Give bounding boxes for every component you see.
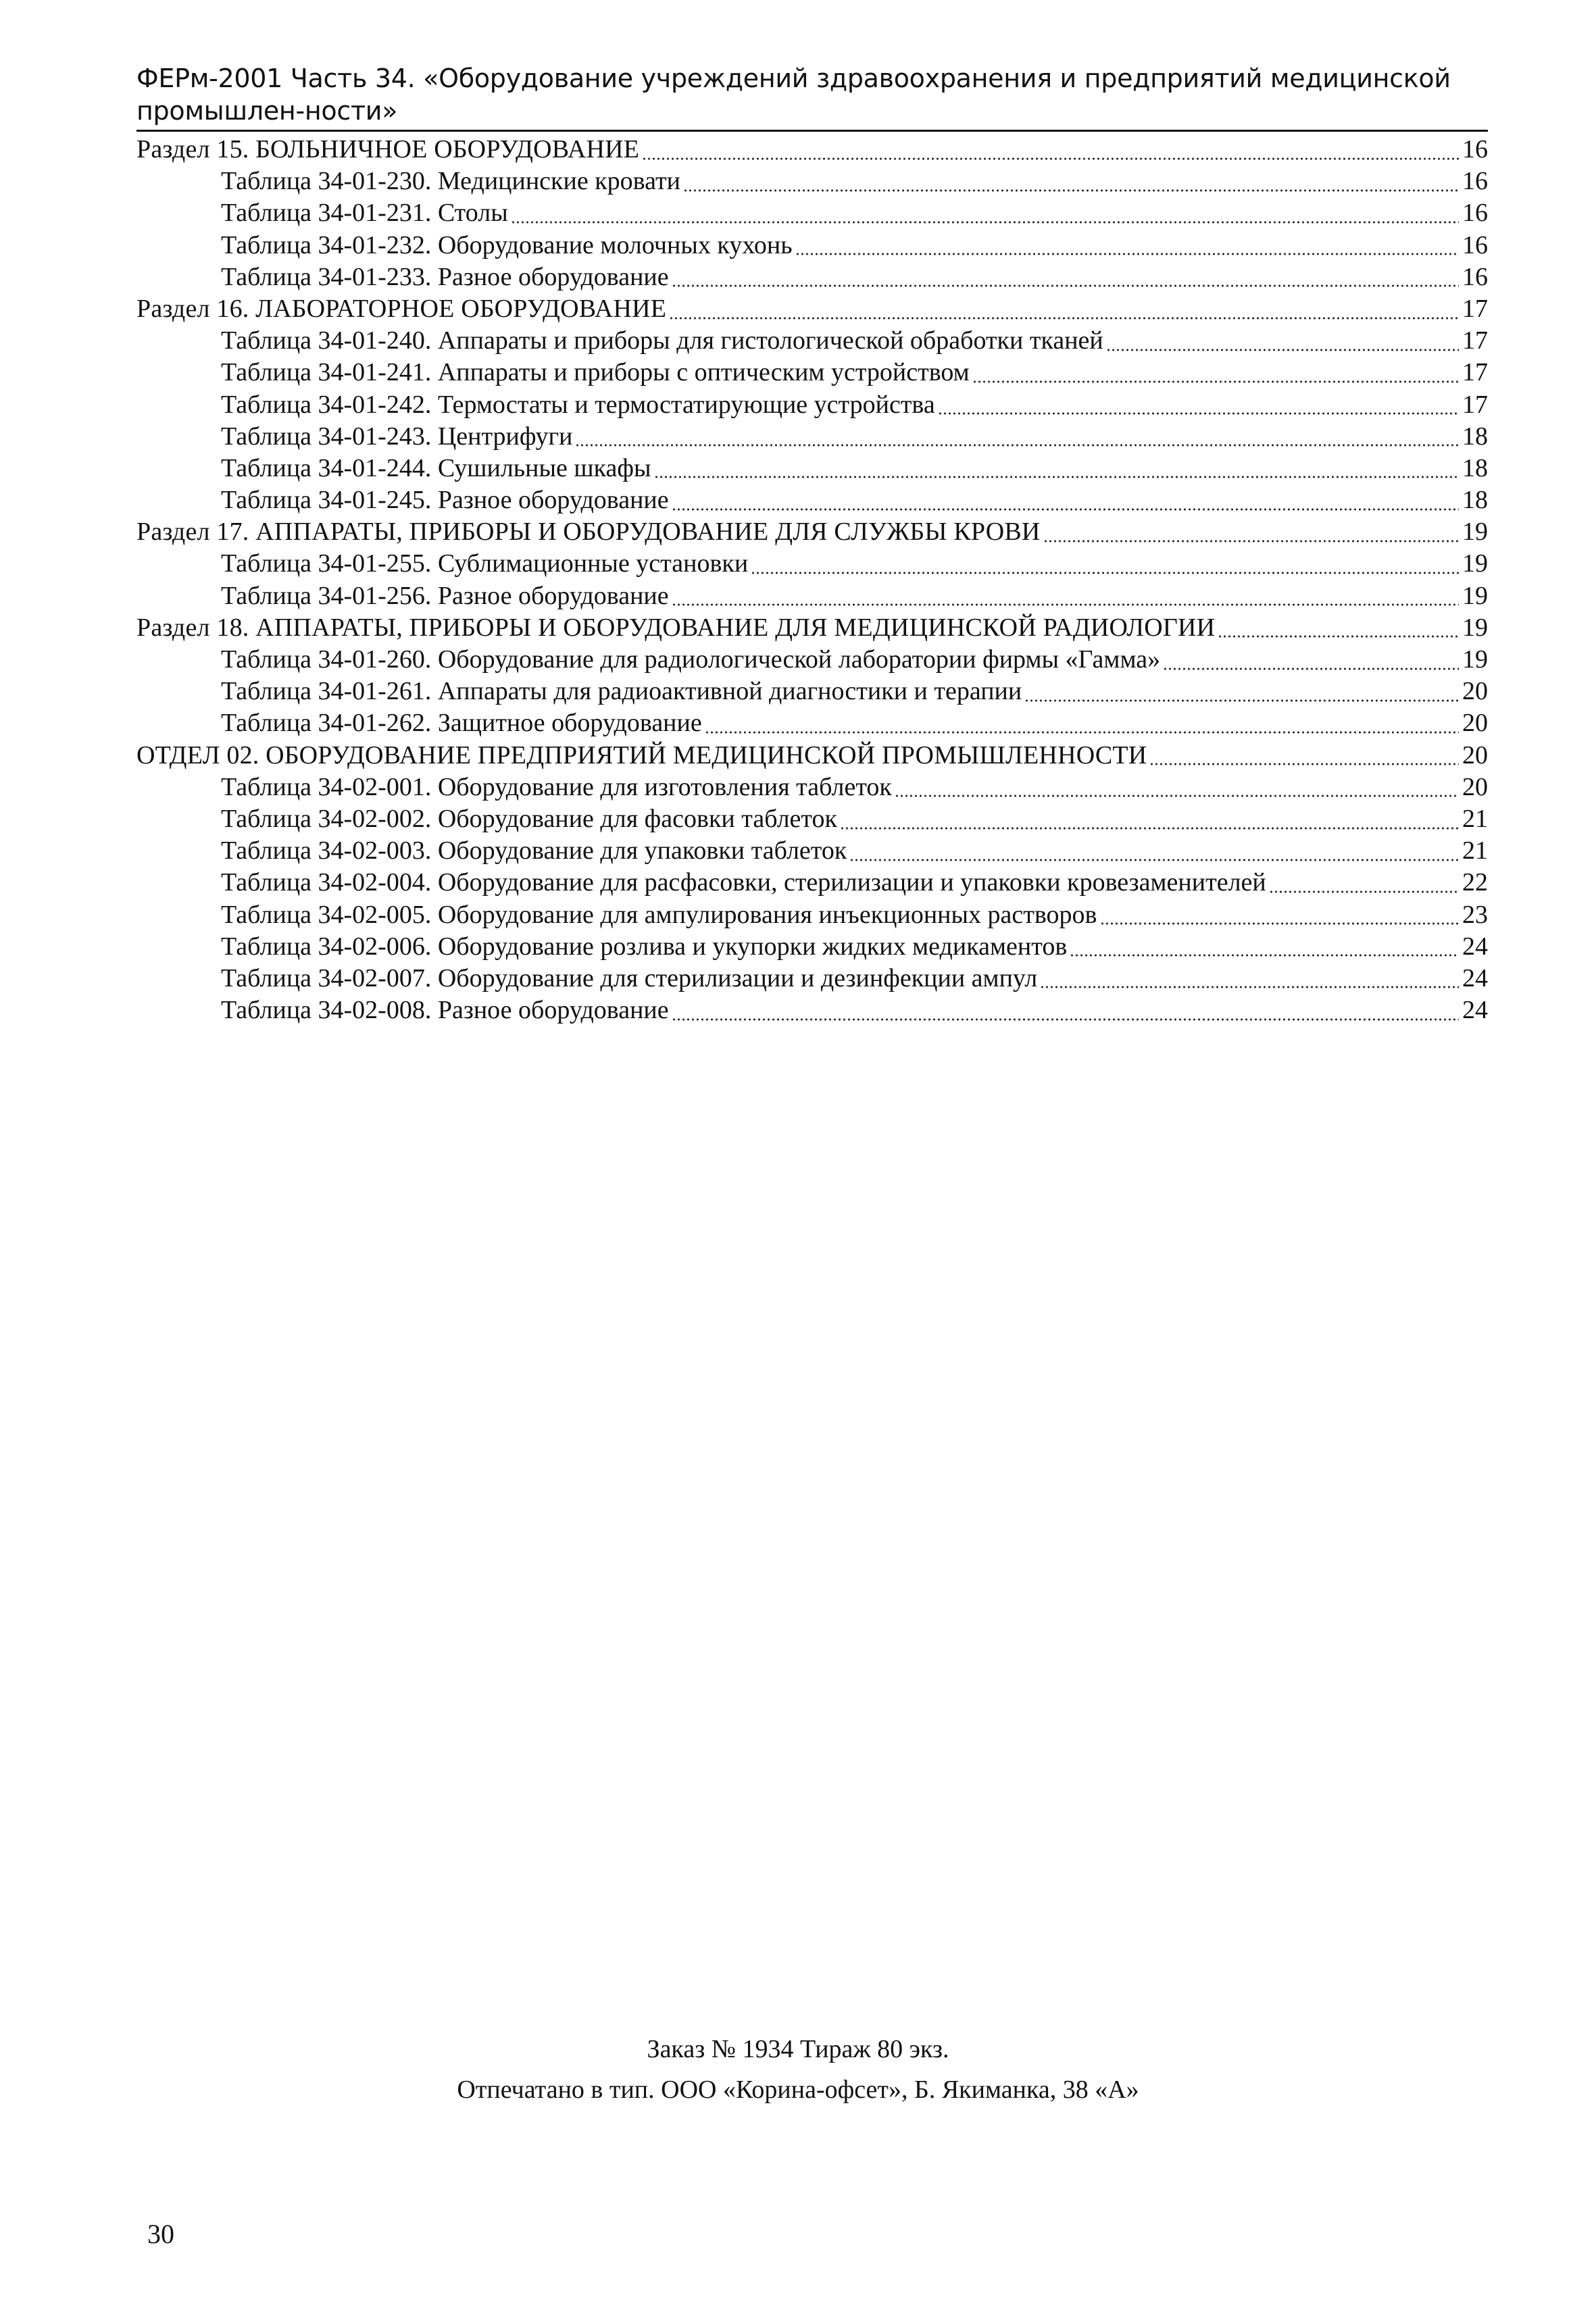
imprint-order-line: Заказ № 1934 Тираж 80 экз. (647, 2035, 949, 2063)
toc-table-entry (136, 230, 1488, 261)
toc-section-entry (136, 293, 1488, 325)
toc-entry-page: 24 (1462, 996, 1488, 1025)
toc-table-entry (136, 644, 1488, 676)
toc-entry-page: 18 (1462, 486, 1488, 515)
toc-entry-title: Таблица 34-01-243. Центрифуги (221, 422, 573, 451)
dot-leader (972, 380, 1459, 384)
toc-entry-page: 19 (1462, 549, 1488, 578)
toc-entry-title: Таблица 34-01-242. Термостаты и термостатирующие устройства (221, 390, 935, 419)
toc-table-entry (136, 707, 1488, 739)
toc-entry-page: 16 (1462, 262, 1488, 291)
toc-entry-page: 17 (1462, 390, 1488, 419)
toc-table-entry (136, 899, 1488, 931)
toc-entry-title: Раздел 15. БОЛЬНИЧНОЕ ОБОРУДОВАНИЕ (136, 135, 640, 164)
toc-entry-title: Таблица 34-01-261. Аппараты для радиоактивной диагностики и терапии (221, 677, 1022, 706)
toc-entry-page: 17 (1462, 326, 1488, 355)
dot-leader (849, 858, 1459, 862)
toc-entry-page: 21 (1462, 836, 1488, 865)
dot-leader (672, 507, 1459, 511)
dot-leader (669, 316, 1459, 320)
toc-table-entry (136, 453, 1488, 484)
dot-leader (654, 475, 1459, 479)
toc-entry-title: Раздел 18. АППАРАТЫ, ПРИБОРЫ И ОБОРУДОВАНИЕ ДЛЯ МЕДИЦИНСКОЙ РАДИОЛОГИИ (136, 613, 1216, 642)
dot-leader (938, 411, 1459, 416)
toc-entry-title: Таблица 34-01-255. Сублимационные установки (221, 549, 749, 578)
toc-table-entry (136, 357, 1488, 388)
toc-entry-title: Таблица 34-02-002. Оборудование для фасовки таблеток (221, 804, 837, 833)
toc-table-entry (136, 963, 1488, 995)
toc-table-entry (136, 867, 1488, 899)
toc-entry-title: Раздел 17. АППАРАТЫ, ПРИБОРЫ И ОБОРУДОВАНИЕ ДЛЯ СЛУЖБЫ КРОВИ (136, 518, 1041, 547)
toc-entry-title: Таблица 34-01-231. Столы (221, 199, 508, 228)
dot-leader (1163, 667, 1459, 671)
toc-table-entry (136, 580, 1488, 612)
toc-section-entry (136, 612, 1488, 644)
dot-leader (895, 794, 1459, 798)
toc-entry-title: Таблица 34-02-006. Оборудование розлива и укупорки жидких медикаментов (221, 932, 1068, 961)
toc-section-entry (136, 516, 1488, 548)
toc-entry-page: 23 (1462, 900, 1488, 929)
toc-entry-page: 24 (1462, 932, 1488, 961)
toc-table-entry (136, 835, 1488, 867)
toc-entry-title: Таблица 34-01-244. Сушильные шкафы (221, 453, 651, 482)
toc-entry-page: 24 (1462, 963, 1488, 992)
dot-leader (1040, 985, 1459, 989)
dot-leader (1149, 762, 1459, 766)
toc-table-entry (136, 803, 1488, 835)
toc-entry-page: 22 (1462, 868, 1488, 897)
toc-entry-page: 16 (1462, 230, 1488, 259)
toc-entry-page: 20 (1462, 772, 1488, 801)
toc-entry-title: ОТДЕЛ 02. ОБОРУДОВАНИЕ ПРЕДПРИЯТИЙ МЕДИЦИНСКОЙ ПРОМЫШЛЕННОСТИ (136, 740, 1147, 770)
toc-table-entry (136, 421, 1488, 453)
dot-leader (1043, 539, 1459, 543)
toc-entry-page: 19 (1462, 581, 1488, 610)
dot-leader (1269, 890, 1459, 894)
dot-leader (672, 284, 1459, 288)
toc-table-entry (136, 772, 1488, 803)
toc-entry-page: 17 (1462, 358, 1488, 387)
dot-leader (575, 443, 1459, 447)
dot-leader (1218, 634, 1459, 638)
toc-entry-title: Таблица 34-02-008. Разное оборудование (221, 996, 669, 1025)
toc-entry-title: Таблица 34-01-256. Разное оборудование (221, 581, 669, 610)
toc-entry-title: Таблица 34-01-230. Медицинские кровати (221, 167, 680, 196)
toc-section-entry (136, 740, 1488, 772)
dot-leader (642, 157, 1459, 161)
toc-entry-page: 21 (1462, 804, 1488, 833)
header-divider (136, 130, 1488, 132)
toc-section-entry (136, 134, 1488, 166)
dot-leader (1100, 922, 1460, 926)
running-header: ФЕРм-2001 Часть 34. «Оборудование учреждений здравоохранения и предприятий медицинской промышлен-ности» (136, 64, 1451, 126)
imprint-printer-line: Отпечатано в тип. ООО «Корина-офсет», Б. Якиманка, 38 «А» (457, 2076, 1139, 2104)
toc-entry-page: 19 (1462, 518, 1488, 547)
toc-entry-page: 16 (1462, 199, 1488, 228)
toc-table-entry (136, 325, 1488, 357)
dot-leader (511, 220, 1459, 224)
dot-leader (840, 826, 1459, 830)
dot-leader (705, 730, 1459, 734)
toc-entry-title: Раздел 16. ЛАБОРАТОРНОЕ ОБОРУДОВАНИЕ (136, 294, 667, 323)
dot-leader (672, 603, 1459, 607)
toc-entry-title: Таблица 34-02-001. Оборудование для изготовления таблеток (221, 772, 892, 801)
toc-table-entry (136, 676, 1488, 707)
toc-entry-title: Таблица 34-01-232. Оборудование молочных кухонь (221, 230, 793, 259)
toc-entry-title: Таблица 34-01-260. Оборудование для радиологической лаборатории фирмы «Гамма» (221, 645, 1161, 674)
toc-entry-title: Таблица 34-02-003. Оборудование для упаковки таблеток (221, 836, 847, 865)
toc-table-entry (136, 995, 1488, 1026)
toc-entry-title: Таблица 34-01-245. Разное оборудование (221, 486, 669, 515)
toc-entry-title: Таблица 34-02-004. Оборудование для расфасовки, стерилизации и упаковки кровезаменителей (221, 868, 1266, 897)
toc-entry-page: 17 (1462, 294, 1488, 323)
toc-entry-page: 18 (1462, 453, 1488, 482)
toc-entry-page: 18 (1462, 422, 1488, 451)
toc-entry-title: Таблица 34-01-241. Аппараты и приборы с оптическим устройством (221, 358, 970, 387)
toc-entry-page: 16 (1462, 135, 1488, 164)
dot-leader (672, 1017, 1459, 1022)
dot-leader (751, 571, 1459, 575)
toc-entry-title: Таблица 34-01-233. Разное оборудование (221, 262, 669, 291)
toc-entry-page: 20 (1462, 709, 1488, 738)
dot-leader (795, 252, 1459, 256)
toc-table-entry (136, 548, 1488, 580)
dot-leader (1106, 348, 1459, 352)
toc-entry-page: 16 (1462, 167, 1488, 196)
toc-table-entry (136, 389, 1488, 421)
toc-entry-title: Таблица 34-01-240. Аппараты и приборы для гистологической обработки тканей (221, 326, 1103, 355)
toc-table-entry (136, 166, 1488, 197)
dot-leader (1024, 699, 1459, 703)
dot-leader (683, 188, 1459, 193)
dot-leader (1070, 953, 1459, 957)
toc-entry-title: Таблица 34-02-007. Оборудование для стерилизации и дезинфекции ампул (221, 963, 1038, 992)
toc-entry-page: 20 (1462, 740, 1488, 770)
table-of-contents (136, 134, 1488, 1026)
toc-entry-page: 19 (1462, 645, 1488, 674)
toc-entry-page: 19 (1462, 613, 1488, 642)
toc-table-entry (136, 261, 1488, 293)
page-number: 30 (147, 2219, 174, 2249)
toc-entry-title: Таблица 34-02-005. Оборудование для ампулирования инъекционных растворов (221, 900, 1097, 929)
toc-entry-page: 20 (1462, 677, 1488, 706)
toc-table-entry (136, 197, 1488, 229)
toc-entry-title: Таблица 34-01-262. Защитное оборудование (221, 709, 702, 738)
toc-table-entry (136, 931, 1488, 963)
toc-table-entry (136, 484, 1488, 516)
